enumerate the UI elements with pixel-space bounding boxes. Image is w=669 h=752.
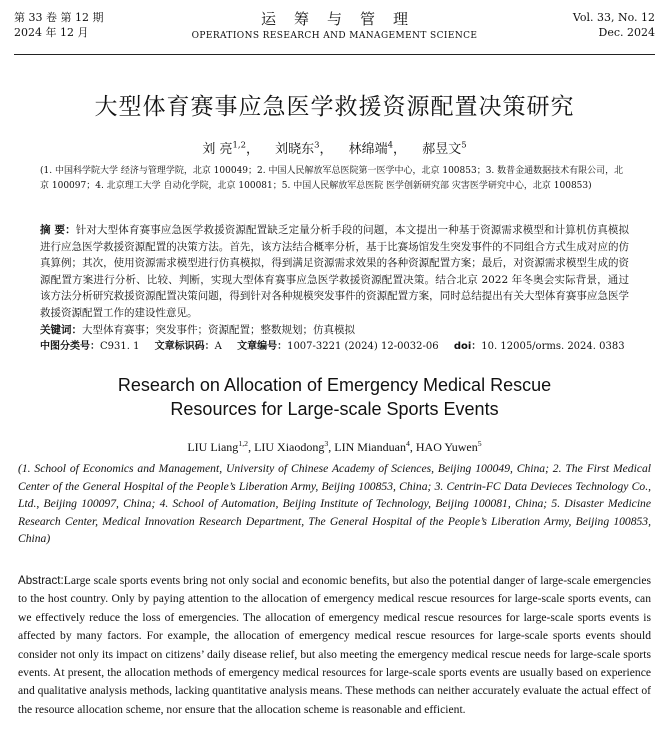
paper-title-en-line2: Resources for Large-scale Sports Events (170, 399, 499, 419)
header-right (573, 10, 655, 40)
affiliations-en: (1. School of Economics and Management, University of Chinese Academy of Sciences, Beijing 100049, China; 2. The First Medical Center of the General Hospital of the People’s Liberation Army, Beijing 100853, China; 3. Centrin-FC Data Devieces Technology Co., Ltd., Beijing 100097, China; 4. School of Automation, Beijing Institute of Technology, Beijing 100081, China; 5. Disaster Medicine Research Center, Medical Innovation Research Department, The General Hospital of the People’s Liberation Army, Beijing 100853, China) (18, 462, 651, 546)
clc-group: 中图分类号：C931. 1 (40, 341, 140, 352)
author-cn: 林绵端$^4$， (348, 139, 407, 157)
paper-title-cn: 大型体育赛事应急医学救援资源配置决策研究 (94, 94, 575, 120)
abstract-label-cn: 摘 要： (40, 224, 76, 236)
author-list-cn (0, 138, 669, 157)
author-en: LIN Mianduan$^4$, (334, 439, 416, 454)
doi-group: doi：10. 12005/orms. 2024. 0383 (453, 341, 625, 352)
journal-header (14, 8, 655, 56)
article-no-group: 文章编号：1007-3221 (2024) 12-0032-06 (237, 341, 439, 352)
author-list-en (0, 440, 669, 455)
date-cn: 2024 年 12 月 (14, 26, 89, 39)
abstract-en (18, 572, 651, 719)
author-cn: 郝昱文$^5$ (422, 139, 467, 157)
affiliations-cn: (1. 中国科学院大学 经济与管理学院，北京 100049；2. 中国人民解放军总医院第一医学中心，北京 100853；3. 数普金通数据技术有限公司，北京 100097；4. 北京理工大学 自动化学院，北京 100081；5. 中国人民解放军总医院 医学创新研究部 灾害医学研究中心，北京 100853) (40, 166, 624, 191)
date-en: Dec. 2024 (598, 26, 655, 39)
journal-title-cn: 运筹与管理 (260, 10, 426, 28)
volume-issue-en: Vol. 33, No. 12 (572, 11, 655, 24)
abstract-label-en: Abstract: (18, 574, 64, 587)
keywords-cn (40, 322, 629, 338)
author-en: LIU Xiaodong$^3$, (254, 439, 335, 454)
author-cn: 刘 亮$^{1,2}$， (202, 139, 259, 157)
volume-issue-cn: 第 33 卷 第 12 期 (14, 11, 104, 24)
header-center (14, 8, 655, 42)
classification-line (40, 339, 629, 355)
author-cn: 刘晓东$^3$， (275, 139, 333, 157)
paper-title-en-line1: Research on Allocation of Emergency Medical Rescue (117, 375, 552, 395)
paper-title-en (0, 373, 669, 421)
abstract-text-cn: 针对大型体育赛事应急医学救援资源配置缺乏定量分析手段的问题，本文提出一种基于资源需求模型和计算机仿真模拟进行应急医学救援资源配置的决策方法。首先，该方法结合概率分析，基于比赛场馆发生突发事件的不同组合方式生成对应的仿真算例；其次，使用资源需求模型进行仿真模拟，得到满足资源需求效果的各种资源配置方案；最后，对资源需求模型生成的资源配置方案进行分析、比较、判断，实现大型体育赛事应急医学救援资源配置决策。结合北京 2022 年冬奥会实际背景，通过该方法分析研究救援资源配置决策问题，得到针对各种规模突发事件的资源配置方案，同时总结提出有关大型体育赛事应急医学救援资源配置工作的建设性意见。 (40, 224, 630, 319)
abstract-text-en: Large scale sports events bring not only social and economic benefits, but also the potential danger of large-scale emergencies to the host country. Only by paying attention to the allocation of emergency medical rescue resources for large-scale sports events, can we effectively reduce the loss of emergencies. The allocation of emergency medical rescue resources for large-scale sports events is affected by many factors. For example, the allocation of emergency medical rescue resources for large-scale sports events should consider not only its impact on citizens’ daily disease relief, but also meeting the emergency medical rescue needs for large-scale sports events. At present, the allocation methods of emergency medical resources for large-scale sports events are usually based on experience and qualitative analysis methods, lacking quantitative analysis means. These methods can neither accurately evaluate the actual effect of the resource allocation scheme, nor ensure that the allocation scheme is reasonable and efficient. (18, 574, 651, 716)
author-en: HAO Yuwen$^5$ (415, 439, 482, 454)
journal-title-en: OPERATIONS RESEARCH AND MANAGEMENT SCIENCE (191, 31, 478, 41)
abstract-cn (40, 222, 629, 322)
header-rule (14, 54, 655, 55)
author-en: LIU Liang$^{1,2}$, (187, 439, 255, 454)
doc-code-group: 文章标识码：A (154, 341, 222, 352)
keywords-label-cn: 关键词： (40, 324, 82, 336)
keywords-text-cn: 大型体育赛事；突发事件；资源配置；整数规划；仿真模拟 (82, 324, 355, 336)
